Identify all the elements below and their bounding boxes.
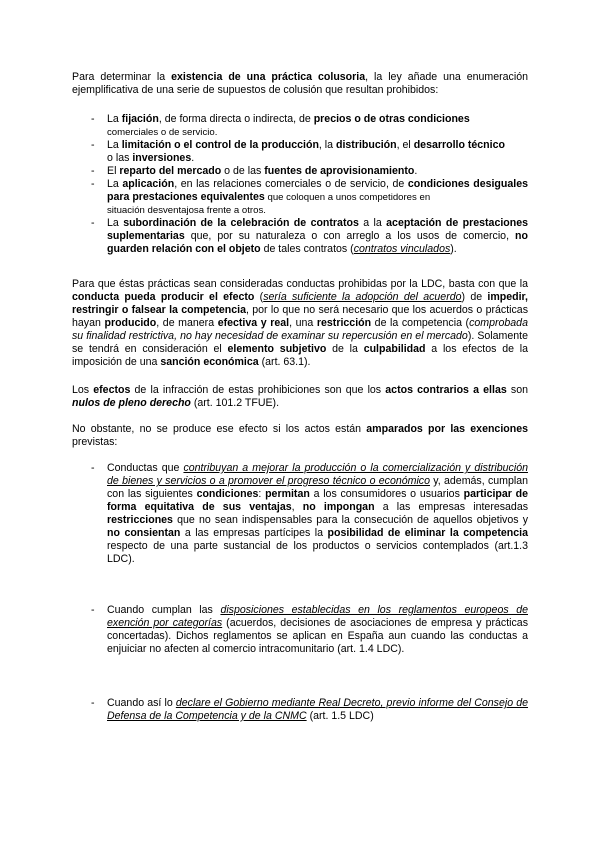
exemption-item-3 <box>0 697 600 723</box>
dash-bullet: - <box>91 217 95 229</box>
list-item: - La aplicación, en las relaciones comerciales o de servicio, de condiciones desiguales para prestaciones equivalentes que coloquen a unos competidores en situación desventajosa frente a otros. <box>91 178 528 216</box>
list-item: - Conductas que contribuyan a mejorar la producción o la comercialización y distribución de bienes y servicios o a promover el progreso técnico o económico y, además, cumplan con las siguientes condiciones: permitan a los consumidores o usuarios participar de forma equitativa de sus ventajas, no impongan a las empresas interesadas restricciones que no sean indispensables para la consecución de aquellos objetivos y no consientan a las empresas partícipes la posibilidad de eliminar la competencia respecto de una parte sustancial de los productos o servicios contemplados (art.1.3 LDC). <box>91 462 529 565</box>
list-item: - La limitación o el control de la producción, la distribución, el desarrollo técnico o las inversiones. <box>91 139 505 164</box>
list-item: - Cuando así lo declare el Gobierno mediante Real Decreto, previo informe del Consejo de Defensa de la Competencia y de la CNMC (art. 1.5 LDC) <box>91 697 529 722</box>
exemption-item-1 <box>0 462 600 566</box>
text: Para determinar la <box>72 71 172 83</box>
dash-bullet: - <box>91 178 95 190</box>
list-item: - La fijación, de forma directa o indirecta, de precios o de otras condiciones comerciales o de servicio. <box>91 113 470 138</box>
exemptions-intro: No obstante, no se produce ese efecto si los actos están amparados por las exenciones previstas: <box>72 423 528 448</box>
dash-bullet: - <box>91 697 95 709</box>
list-item: - Cuando cumplan las disposiciones establecidas en los reglamentos europeos de exención por categorías (acuerdos, decisiones de asociaciones de empresa y prácticas concertadas). Dichos reglamentos se aplican en España aun cuando las conductas a enjuiciar no afecten al comercio intracomunitario (art. 1.4 LDC). <box>91 604 528 655</box>
dash-bullet: - <box>91 165 95 177</box>
dash-bullet: - <box>91 462 95 474</box>
exemption-item-2 <box>0 604 600 656</box>
list-item: - La subordinación de la celebración de contratos a la aceptación de prestaciones suplementarias que, por su naturaleza o con arreglo a los usos de comercio, no guarden relación con el objeto de tales contratos (contratos vinculados). <box>91 217 529 255</box>
text: , la ley añade una enumeración ejemplificativa de una serie de supuestos de colusión que resultan prohibidos: <box>72 71 528 96</box>
dash-bullet: - <box>91 604 95 616</box>
nullity-paragraph: Los efectos de la infracción de estas prohibiciones son que los actos contrarios a ellas son nulos de pleno derecho (art. 101.2 TFUE). <box>72 384 528 409</box>
effects-paragraph: Para que éstas prácticas sean consideradas conductas prohibidas por la LDC, basta con que la conducta pueda producir el efecto (sería suficiente la adopción del acuerdo) de impedir, restringir o falsear la competencia, por lo que no será necesario que los acuerdos o prácticas hayan producido, de manera efectiva y real, una restricción de la competencia (comprobada su finalidad restrictiva, no hay necesidad de examinar su repercusión en el mercado). Solamente se tendrá en consideración el elemento subjetivo de la culpabilidad a los efectos de la imposición de una sanción económica (art. 63.1). <box>72 278 529 368</box>
bold-text: existencia de una práctica colusoria <box>171 71 366 83</box>
intro-paragraph <box>72 71 528 97</box>
dash-bullet: - <box>91 139 95 151</box>
collusion-cases-list <box>0 113 600 256</box>
list-item: - El reparto del mercado o de las fuentes de aprovisionamiento. <box>91 165 418 177</box>
dash-bullet: - <box>91 113 95 125</box>
